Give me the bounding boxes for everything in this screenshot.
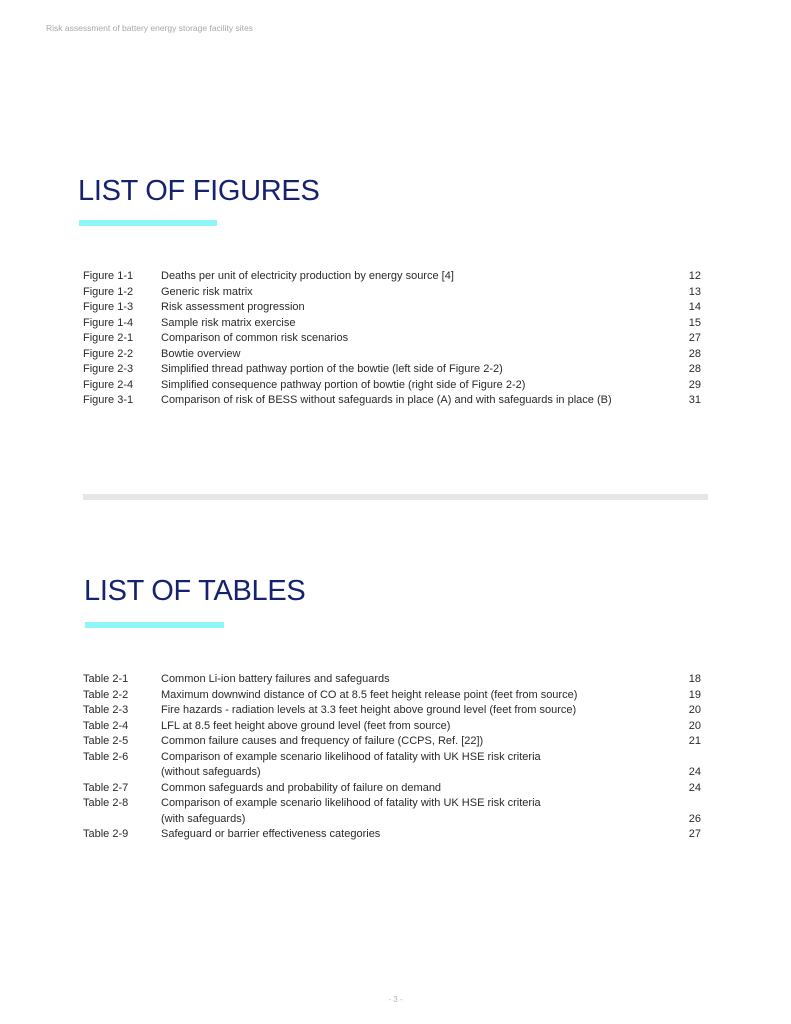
toc-entry-title-line: Maximum downwind distance of CO at 8.5 feet height release point (feet from source) [161, 688, 578, 701]
toc-entry-page: 19 [688, 688, 701, 701]
toc-entry-title [161, 703, 661, 719]
toc-entry-page: 24 [688, 766, 701, 778]
toc-entry-label: Figure 1-1 [83, 270, 134, 282]
toc-entry-page: 18 [688, 673, 701, 685]
toc-entry-page: 31 [688, 394, 701, 406]
table-entry[interactable] [83, 672, 701, 688]
toc-entry-page: 26 [688, 812, 701, 825]
toc-entry-label: Figure 2-1 [83, 332, 134, 344]
toc-entry-label: Table 2-7 [83, 781, 129, 794]
toc-entry-title-line: Deaths per unit of electricity production by energy source [4] [161, 270, 454, 282]
toc-entry-title [161, 347, 661, 363]
toc-entry-page: 20 [688, 704, 701, 716]
toc-entry-title [161, 672, 661, 688]
list-of-tables-heading: LIST OF TABLES [84, 575, 306, 607]
toc-entry-title-line: (with safeguards) [161, 812, 246, 825]
toc-entry-title-line: Safeguard or barrier effectiveness categories [161, 828, 381, 840]
figure-entry[interactable] [83, 347, 701, 363]
toc-entry-label: Figure 2-3 [83, 363, 134, 375]
toc-entry-title [161, 331, 661, 347]
toc-entry-label: Table 2-1 [83, 673, 129, 685]
toc-entry-title-line: Risk assessment progression [161, 301, 305, 313]
toc-entry-title [161, 362, 661, 378]
toc-entry-page: 29 [688, 378, 701, 391]
toc-entry-label: Figure 2-4 [83, 378, 134, 391]
toc-entry-title [161, 750, 661, 781]
toc-entry-title [161, 269, 661, 285]
figure-entry[interactable] [83, 300, 701, 316]
toc-entry-title-line: Common failure causes and frequency of failure (CCPS, Ref. [22]) [161, 735, 484, 747]
toc-entry-label: Table 2-3 [83, 704, 129, 716]
toc-entry-label: Table 2-9 [83, 828, 129, 840]
toc-entry-title [161, 781, 661, 797]
table-entry[interactable] [83, 688, 701, 704]
table-entry[interactable] [83, 734, 701, 750]
figure-entry[interactable] [83, 362, 701, 378]
table-entry[interactable] [83, 719, 701, 735]
toc-entry-title-line: (without safeguards) [161, 766, 261, 778]
toc-entry-page: 28 [688, 347, 701, 360]
toc-entry-page: 15 [688, 316, 701, 329]
toc-entry-title-line: Comparison of common risk scenarios [161, 332, 349, 344]
toc-entry-label: Figure 1-4 [83, 316, 134, 329]
figures-list [83, 269, 701, 409]
toc-entry-title-line: Common Li-ion battery failures and safeguards [161, 673, 390, 685]
toc-entry-label: Table 2-2 [83, 688, 129, 701]
toc-entry-page: 27 [688, 332, 701, 344]
toc-entry-title [161, 300, 661, 316]
toc-entry-label: Table 2-8 [83, 797, 129, 809]
figures-heading-underline [79, 220, 217, 226]
toc-entry-title-line: Simplified consequence pathway portion of bowtie (right side of Figure 2-2) [161, 378, 526, 391]
section-divider [83, 494, 708, 500]
toc-entry-title [161, 827, 661, 843]
page-number: - 3 - [388, 995, 403, 1004]
toc-entry-page: 24 [688, 781, 701, 794]
table-entry[interactable] [83, 750, 701, 781]
toc-entry-title-line: Comparison of example scenario likelihood of fatality with UK HSE risk criteria [161, 750, 541, 763]
toc-entry-title [161, 285, 661, 301]
toc-entry-title [161, 378, 661, 394]
figure-entry[interactable] [83, 285, 701, 301]
toc-entry-title [161, 734, 661, 750]
toc-entry-title-line: LFL at 8.5 feet height above ground level (feet from source) [161, 719, 451, 732]
toc-entry-label: Table 2-5 [83, 735, 129, 747]
toc-entry-title-line: Comparison of risk of BESS without safeguards in place (A) and with safeguards in place (B) [161, 394, 612, 406]
toc-entry-page: 13 [688, 285, 701, 298]
figure-entry[interactable] [83, 378, 701, 394]
toc-entry-title [161, 316, 661, 332]
tables-heading-underline [85, 622, 224, 628]
table-entry[interactable] [83, 703, 701, 719]
toc-entry-title [161, 688, 661, 704]
toc-entry-label: Figure 3-1 [83, 394, 134, 406]
toc-entry-title-line: Sample risk matrix exercise [161, 316, 296, 329]
table-entry[interactable] [83, 781, 701, 797]
running-header: Risk assessment of battery energy storage facility sites [46, 23, 253, 33]
toc-entry-label: Table 2-4 [83, 719, 129, 732]
toc-entry-label: Table 2-6 [83, 750, 129, 763]
toc-entry-title [161, 393, 661, 409]
toc-entry-title-line: Bowtie overview [161, 347, 241, 360]
toc-entry-title [161, 719, 661, 735]
toc-entry-title-line: Simplified thread pathway portion of the bowtie (left side of Figure 2-2) [161, 363, 503, 375]
table-entry[interactable] [83, 827, 701, 843]
figure-entry[interactable] [83, 331, 701, 347]
toc-entry-page: 21 [688, 735, 701, 747]
toc-entry-title-line: Comparison of example scenario likelihood of fatality with UK HSE risk criteria [161, 797, 541, 809]
toc-entry-page: 12 [688, 270, 701, 282]
toc-entry-label: Figure 1-3 [83, 301, 134, 313]
table-entry[interactable] [83, 796, 701, 827]
toc-entry-label: Figure 2-2 [83, 347, 134, 360]
toc-entry-title [161, 796, 661, 827]
toc-entry-title-line: Generic risk matrix [161, 285, 253, 298]
figure-entry[interactable] [83, 393, 701, 409]
figure-entry[interactable] [83, 269, 701, 285]
toc-entry-page: 20 [688, 719, 701, 732]
toc-entry-page: 28 [688, 363, 701, 375]
tables-list [83, 672, 701, 843]
toc-entry-title-line: Common safeguards and probability of failure on demand [161, 781, 442, 794]
list-of-figures-heading: LIST OF FIGURES [78, 175, 320, 207]
toc-entry-label: Figure 1-2 [83, 285, 134, 298]
figure-entry[interactable] [83, 316, 701, 332]
toc-entry-title-line: Fire hazards - radiation levels at 3.3 feet height above ground level (feet from source) [161, 704, 577, 716]
toc-entry-page: 27 [688, 828, 701, 840]
toc-entry-page: 14 [688, 301, 701, 313]
